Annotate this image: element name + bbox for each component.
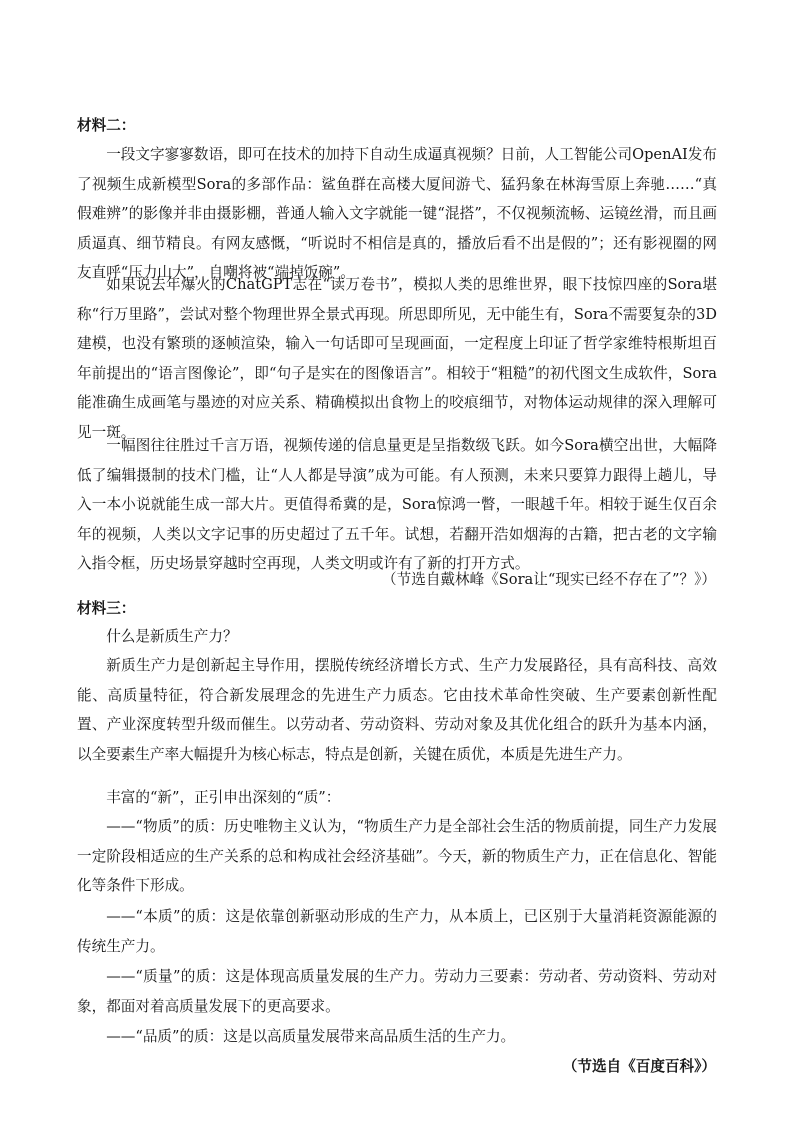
material3-intro: 丰富的“新”，正引申出深刻的“质”： <box>106 789 341 806</box>
material3-definition-4: ——“品质”的质：这是以高质量发展带来高品质生活的生产力。 <box>106 1028 516 1045</box>
material3-definition-2: ——“本质”的质：这是依靠创新驱动形成的生产力，从本质上，已区别于大量消耗资源能源的传统生产力。 <box>77 908 717 955</box>
material2-paragraph-2: 如果说去年爆火的ChatGPT志在“读万卷书”，模拟人类的思维世界，眼下技惊四座的Sora堪称“行万里路”，尝试对整个物理世界全景式再现。所思即所见，无中能生有，Sora不需要复杂的3D建模，也没有繁琐的逐帧渲染，输入一句话即可呈现画面，一定程度上印证了哲学家维特根斯坦百年前提出的“语言图像论”，即“句子是实在的图像语言”。相较于“粗糙”的初代图文生成软件，Sora能准确生成画笔与墨迹的对应关系、精确模拟出食物上的咬痕细节，对物体运动规律的深入理解可见一斑。 <box>77 276 717 441</box>
material3-heading: 材料三： <box>77 600 136 617</box>
material2-source: （节选自戴林峰《Sora让“现实已经不存在了”？》） <box>382 571 716 588</box>
material2-heading: 材料二： <box>77 117 136 134</box>
material3-definition-3: ——“质量”的质：这是体现高质量发展的生产力。劳动力三要素：劳动者、劳动资料、劳动对象，都面对着高质量发展下的更高要求。 <box>77 968 717 1015</box>
material2-paragraph-3: 一幅图往往胜过千言万语，视频传递的信息量更是呈指数级飞跃。如今Sora横空出世，大幅降低了编辑摄制的技术门槛，让“人人都是导演”成为可能。有人预测，未来只要算力跟得上趟儿，导入一本小说就能生成一部大片。更值得希冀的是，Sora惊鸿一瞥，一眼越千年。相较于诞生仅百余年的视频，人类以文字记事的历史超过了五千年。试想，若翻开浩如烟海的古籍，把古老的文字输入指令框，历史场景穿越时空再现，人类文明或许有了新的打开方式。 <box>77 437 717 572</box>
material2-paragraph-1: 一段文字寥寥数语，即可在技术的加持下自动生成逼真视频？日前，人工智能公司OpenAI发布了视频生成新模型Sora的多部作品：鲨鱼群在高楼大厦间游弋、猛犸象在林海雪原上奔驰……“真假难辨”的影像并非由摄影棚，普通人输入文字就能一键“混搭”，不仅视频流畅、运镜丝滑，而且画质逼真、细节精良。有网友感慨，“听说时不相信是真的，播放后看不出是假的”；还有影视圈的网友直呼“压力山大”，自嘲将被“端掉饭碗”。 <box>77 146 717 281</box>
material3-definition-1: ——“物质”的质：历史唯物主义认为，“物质生产力是全部社会生活的物质前提，同生产力发展一定阶段相适应的生产关系的总和构成社会经济基础”。今天，新的物质生产力，正在信息化、智能化等条件下形成。 <box>77 818 717 894</box>
material3-source: （节选自《百度百科》） <box>562 1058 716 1075</box>
material3-paragraph-1: 新质生产力是创新起主导作用，摆脱传统经济增长方式、生产力发展路径，具有高科技、高效能、高质量特征，符合新发展理念的先进生产力质态。它由技术革命性突破、生产要素创新性配置、产业深度转型升级而催生。以劳动者、劳动资料、劳动对象及其优化组合的跃升为基本内涵，以全要素生产率大幅提升为核心标志，特点是创新，关键在质优，本质是先进生产力。 <box>77 657 717 763</box>
material3-question: 什么是新质生产力？ <box>106 628 238 645</box>
